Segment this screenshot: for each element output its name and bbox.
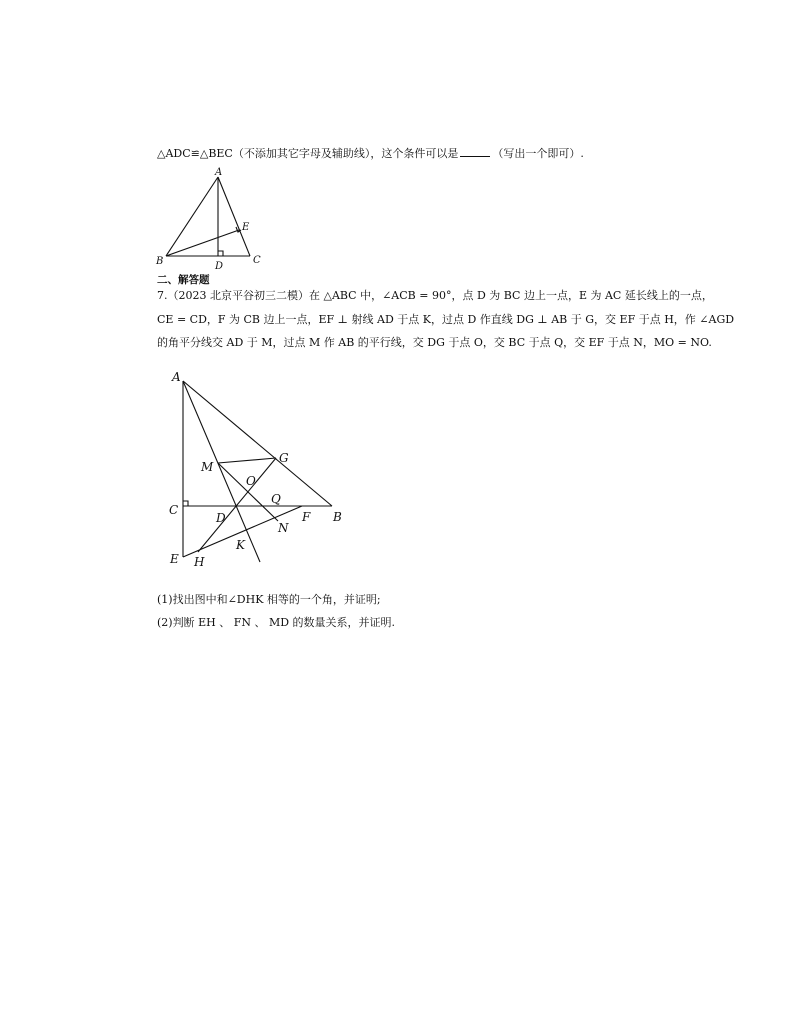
label-F: F: [302, 510, 311, 524]
label-M: M: [201, 460, 214, 474]
figure-triangle-adc-bec: [150, 165, 270, 275]
label-H: H: [194, 555, 205, 569]
label-N: N: [278, 521, 289, 535]
problem7-line-3: 的角平分线交 AD 于 M，过点 M 作 AB 的平行线，交 DG 于点 O，交 BC 于点 Q，交 EF 于点 N，MO = NO.: [157, 336, 712, 349]
section-heading: 二、解答题: [157, 274, 210, 286]
label-C: C: [253, 255, 261, 266]
problem7-part-2: (2)判断 EH 、 FN 、 MD 的数量关系，并证明.: [157, 616, 396, 629]
label-Q: Q: [271, 492, 281, 506]
label-B: B: [333, 510, 342, 524]
problem6-text: △ADC≌△BEC（不添加其它字母及辅助线），这个条件可以是: [157, 147, 459, 160]
label-E: E: [170, 552, 179, 566]
label-E: E: [242, 222, 250, 233]
problem7-part-1: (1)找出图中和∠DHK 相等的一个角，并证明;: [157, 593, 381, 606]
label-D: D: [216, 511, 226, 525]
label-A: A: [172, 370, 181, 384]
label-C: C: [169, 503, 179, 517]
label-D: D: [215, 261, 224, 272]
label-A: A: [215, 167, 223, 178]
problem6-text-tail: （写出一个即可）.: [492, 147, 584, 160]
label-B: B: [156, 256, 164, 267]
label-G: G: [279, 451, 289, 465]
problem7-line-2: CE = CD，F 为 CB 边上一点，EF ⊥ 射线 AD 于点 K，过点 D 作直线 DG ⊥ AB 于 G，交 EF 于点 H，作 ∠AGD: [157, 313, 735, 326]
label-O: O: [246, 474, 256, 488]
problem6-statement: [157, 146, 584, 161]
label-K: K: [236, 538, 245, 552]
figure-problem7: [160, 365, 360, 575]
problem7-line-1: 7.（2023 北京平谷初三二模）在 △ABC 中，∠ACB = 90°，点 D 为 BC 边上一点，E 为 AC 延长线上的一点，: [157, 289, 713, 302]
answer-blank[interactable]: [460, 146, 490, 157]
